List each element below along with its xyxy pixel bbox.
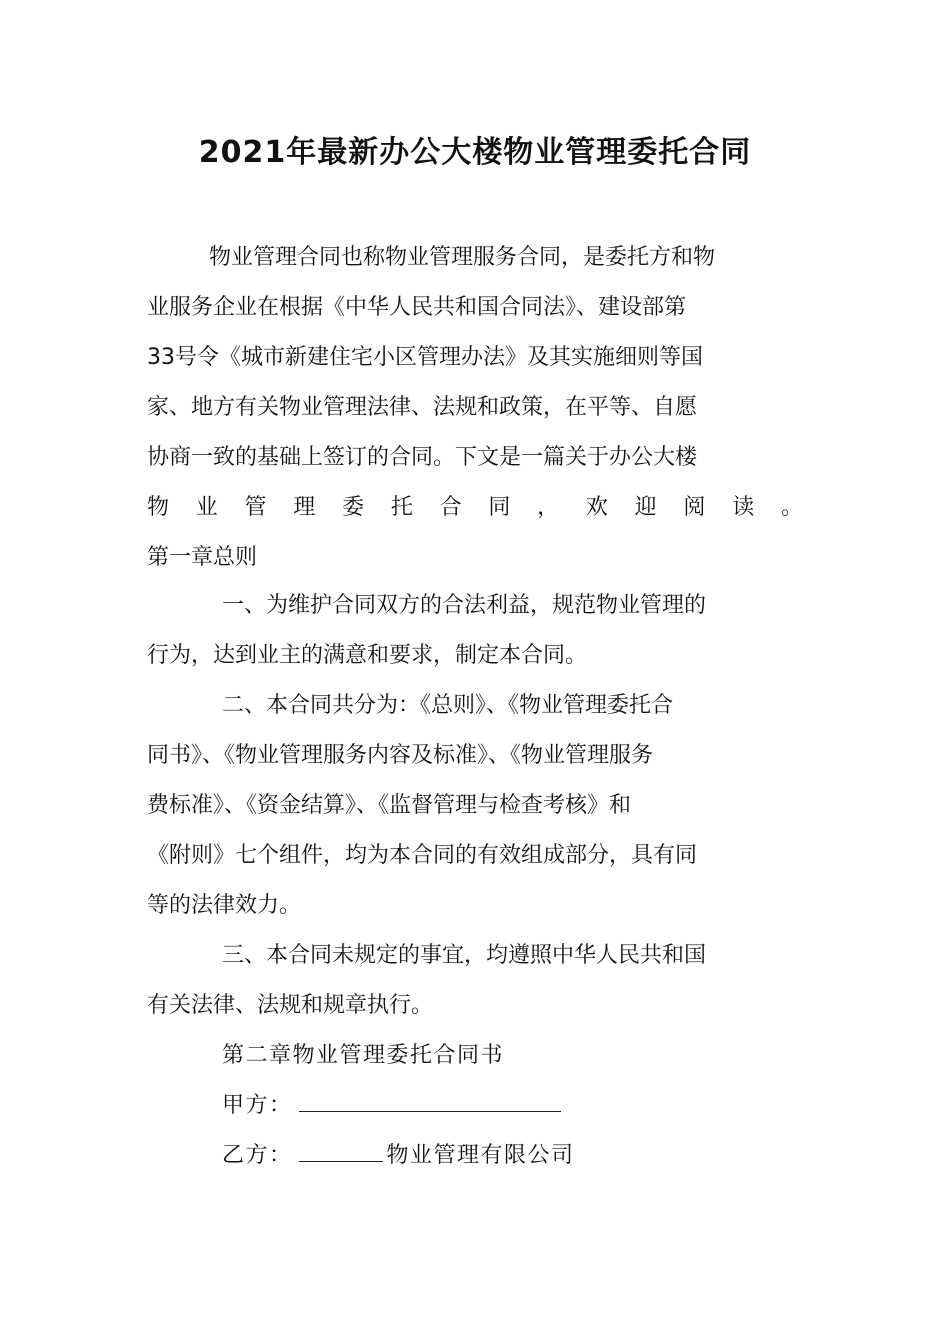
intro-line-5: 协商一致的基础上签订的合同。下文是一篇关于办公大楼 <box>147 445 698 470</box>
party-b-blank-field[interactable] <box>299 1141 383 1162</box>
clause-3-line-2: 有关法律、法规和规章执行。 <box>147 993 434 1018</box>
clause-3-paragraph <box>147 931 803 1031</box>
party-b-suffix: 物业管理有限公司 <box>386 1143 575 1168</box>
clause-1-paragraph <box>147 581 803 681</box>
document-title: 2021年最新办公大楼物业管理委托合同 <box>198 135 752 170</box>
clause-2-line-5: 等的法律效力。 <box>147 893 302 918</box>
spread-char: 读 <box>732 495 755 520</box>
clause-3-line-1: 三、本合同未规定的事宜，均遵照中华人民共和国 <box>222 943 707 968</box>
spread-char: 欢 <box>585 495 608 520</box>
clause-2-line-4: 《附则》七个组件，均为本合同的有效组成部分，具有同 <box>147 843 698 868</box>
chapter-1-heading: 第一章总则 <box>147 545 258 570</box>
spread-char: 物 <box>147 495 170 520</box>
spread-char: 迎 <box>634 495 657 520</box>
clause-2-paragraph <box>147 681 803 931</box>
spread-char: ， <box>537 495 560 520</box>
clause-1-line-1: 一、为维护合同双方的合法利益，规范物业管理的 <box>222 593 707 618</box>
party-a-label: 甲方： <box>222 1093 293 1118</box>
chapter-2-heading: 第二章物业管理委托合同书 <box>222 1043 505 1068</box>
spread-char: 业 <box>195 495 218 520</box>
spread-char: 合 <box>439 495 462 520</box>
intro-spread-line <box>147 483 803 533</box>
intro-line-3: 33号令《城市新建住宅小区管理办法》及其实施细则等国 <box>147 345 703 370</box>
spread-char: 同 <box>488 495 511 520</box>
party-b-label: 乙方： <box>222 1143 293 1168</box>
spread-char: 托 <box>390 495 413 520</box>
spread-char: 阅 <box>683 495 706 520</box>
intro-line-2: 业服务企业在根据《中华人民共和国合同法》、建设部第 <box>147 295 687 320</box>
intro-paragraph <box>147 233 803 583</box>
party-b-row <box>222 1131 575 1181</box>
party-a-blank-field[interactable] <box>299 1091 561 1112</box>
spread-char: 管 <box>244 495 267 520</box>
clause-2-line-1: 二、本合同共分为：《总则》、《物业管理委托合 <box>222 693 674 718</box>
spread-char: 委 <box>342 495 365 520</box>
party-a-row <box>222 1081 561 1131</box>
spread-char: 理 <box>293 495 316 520</box>
clause-2-line-2: 同书》、《物业管理服务内容及标准》、《物业管理服务 <box>147 743 654 768</box>
spread-char: 。 <box>780 495 803 520</box>
clause-2-line-3: 费标准》、《资金结算》、《监督管理与检查考核》和 <box>147 793 632 818</box>
clause-1-line-2: 行为，达到业主的满意和要求，制定本合同。 <box>147 643 588 668</box>
intro-line-1: 物业管理合同也称物业管理服务合同，是委托方和物 <box>209 245 716 270</box>
intro-line-4: 家、地方有关物业管理法律、法规和政策，在平等、自愿 <box>147 395 698 420</box>
